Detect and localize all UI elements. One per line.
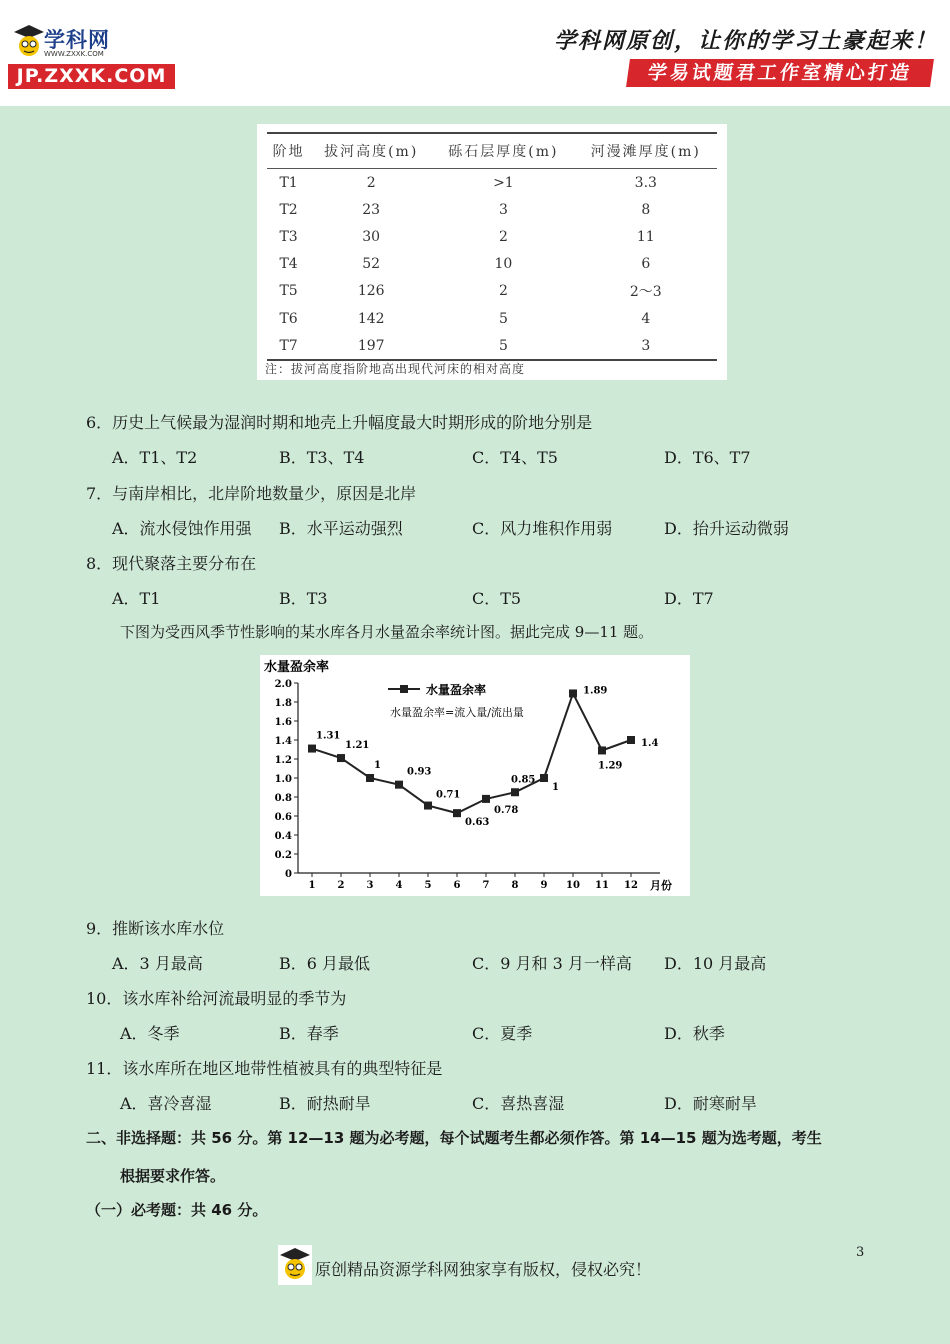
question-11: 11．该水库所在地区地带性植被具有的典型特征是 [86, 1059, 443, 1078]
table-cell: 126 [357, 283, 385, 300]
data-label: 0.78 [494, 804, 519, 816]
option-c[interactable]: C．9 月和 3 月一样高 [472, 954, 632, 973]
table-row [267, 223, 717, 250]
table-cell: 142 [357, 310, 385, 327]
x-tick-label: 4 [395, 880, 403, 891]
logo-text: 学科网 [44, 28, 110, 52]
data-point [511, 788, 519, 796]
question-7: 7．与南岸相比，北岸阶地数量少，原因是北岸 [86, 484, 417, 503]
x-tick-label: 6 [453, 880, 461, 891]
option-a[interactable]: A．T1、T2 [112, 448, 198, 467]
table-cell: 3 [575, 332, 717, 360]
data-label: 1.89 [583, 685, 608, 697]
footer-copyright: 原创精品资源学科网独家享有版权，侵权必究！ [315, 1260, 652, 1279]
y-tick-label: 0.6 [274, 812, 292, 823]
y-axis-label: 水量盈余率 [264, 660, 330, 675]
question-8: 8．现代聚落主要分布在 [86, 554, 257, 573]
data-label: 0.71 [436, 789, 461, 801]
option-b[interactable]: B．水平运动强烈 [279, 519, 403, 538]
x-tick-label: 12 [624, 880, 638, 891]
section-2-subheading: （一）必考题：共 46 分。 [86, 1201, 268, 1219]
y-tick-label: 1.6 [274, 717, 292, 728]
table-cell: 2 [498, 228, 508, 245]
mascot-icon [12, 22, 46, 62]
table-note: 注：拔河高度指阶地高出现代河床的相对高度 [265, 362, 526, 376]
header-slogan: 学科网原创，让你的学习土豪起来！ [553, 28, 938, 54]
y-tick-label: 0 [285, 869, 292, 880]
table-row [267, 305, 717, 332]
data-label: 0.93 [407, 766, 432, 778]
data-label: 1 [552, 782, 559, 793]
option-a[interactable]: A．喜冷喜湿 [120, 1094, 212, 1113]
option-a[interactable]: A．冬季 [120, 1024, 180, 1043]
option-d[interactable]: D．耐寒耐旱 [664, 1094, 757, 1113]
logo-url[interactable]: JP.ZXXK.COM [8, 64, 175, 89]
option-c[interactable]: C．喜热喜湿 [472, 1094, 565, 1113]
table-cell: 30 [362, 228, 381, 245]
data-point [424, 802, 432, 810]
y-tick-label: 0.4 [274, 831, 292, 842]
data-point [598, 746, 606, 754]
table-header-cell: 砾石层厚度(m) [432, 133, 574, 169]
table-cell: 3 [498, 201, 508, 218]
data-point [569, 689, 577, 697]
y-tick-label: 1.2 [274, 755, 292, 766]
x-tick-label: 7 [482, 880, 490, 891]
data-point [308, 745, 316, 753]
table-header-cell: 阶地 [267, 133, 310, 169]
option-d[interactable]: D．T7 [664, 589, 714, 608]
mascot-icon [278, 1245, 312, 1285]
table-header-row [267, 133, 717, 169]
x-tick-label: 11 [595, 880, 609, 891]
legend-label: 水量盈余率 [426, 683, 487, 697]
terrace-table-figure [257, 124, 727, 380]
table-cell: 2～3 [629, 284, 662, 301]
option-b[interactable]: B．耐热耐旱 [279, 1094, 371, 1113]
question-10: 10．该水库补给河流最明显的季节为 [86, 989, 347, 1008]
data-point [453, 809, 461, 817]
table-cell: >1 [493, 174, 514, 191]
data-point [540, 774, 548, 782]
table-cell: T7 [267, 332, 310, 360]
x-tick-label: 9 [540, 880, 548, 891]
table-cell: 2 [366, 174, 376, 191]
y-tick-label: 1.8 [274, 698, 292, 709]
option-c[interactable]: C．T5 [472, 589, 522, 608]
water-surplus-chart [260, 655, 690, 896]
table-cell: 6 [641, 256, 651, 273]
data-point [337, 754, 345, 762]
table-cell: 10 [494, 256, 513, 273]
option-d[interactable]: D．秋季 [664, 1024, 725, 1043]
table-header-cell: 河漫滩厚度(m) [575, 133, 717, 169]
table-cell: T6 [279, 310, 298, 327]
x-tick-label: 2 [337, 880, 345, 891]
x-tick-label: 5 [424, 880, 432, 891]
x-axis-label: 月份 [650, 879, 672, 892]
data-label: 0.85 [511, 774, 536, 786]
table-cell: 2 [498, 283, 508, 300]
x-tick-label: 1 [308, 880, 316, 891]
data-point [395, 781, 403, 789]
data-point [482, 795, 490, 803]
y-tick-label: 1.0 [274, 774, 292, 785]
table-row [267, 169, 717, 197]
x-tick-label: 10 [566, 880, 580, 891]
option-c[interactable]: C．风力堆积作用弱 [472, 519, 613, 538]
table-row [267, 196, 717, 223]
question-6: 6．历史上气候最为湿润时期和地壳上升幅度最大时期形成的阶地分别是 [86, 413, 593, 432]
section-2-heading: 二、非选择题：共 56 分。第 12—13 题为必考题，每个试题考生都必须作答。第 14—15 题为选考题，考生 [86, 1129, 822, 1147]
studio-banner: 学易试题君工作室精心打造 [626, 59, 934, 87]
table-row [267, 251, 717, 278]
table-cell: 52 [362, 256, 381, 273]
table-cell: T2 [279, 201, 298, 218]
option-a[interactable]: A．流水侵蚀作用强 [112, 519, 252, 538]
table-cell: 11 [636, 228, 655, 245]
option-a[interactable]: A．T1 [112, 589, 161, 608]
terrace-table [267, 132, 717, 361]
option-a[interactable]: A．3 月最高 [112, 954, 203, 973]
logo-website: WWW.ZXXK.COM [44, 50, 104, 58]
data-label: 1 [374, 760, 381, 771]
option-b[interactable]: B．T3、T4 [279, 448, 365, 467]
page-header [0, 0, 950, 106]
legend-marker [400, 685, 408, 693]
option-c[interactable]: C．T4、T5 [472, 448, 558, 467]
data-label: 0.63 [465, 817, 490, 829]
data-label: 1.4 [641, 738, 659, 749]
y-tick-label: 1.4 [274, 736, 292, 747]
table-cell: 5 [432, 332, 574, 360]
option-b[interactable]: B．6 月最低 [279, 954, 371, 973]
table-cell: 4 [641, 310, 651, 327]
table-cell: 8 [641, 201, 651, 218]
y-tick-label: 0.2 [274, 850, 292, 861]
chart-svg [260, 655, 690, 896]
data-label: 1.21 [345, 740, 370, 752]
question-9: 9．推断该水库水位 [86, 919, 225, 938]
x-tick-label: 8 [511, 880, 519, 891]
chart-formula: 水量盈余率=流入量/流出量 [390, 706, 524, 719]
page-number: 3 [856, 1245, 865, 1260]
chart-intro: 下图为受西风季节性影响的某水库各月水量盈余率统计图。据此完成 9—11 题。 [120, 623, 654, 641]
table-cell: 3.3 [634, 174, 657, 191]
option-d[interactable]: D．抬升运动微弱 [664, 519, 789, 538]
table-header-cell: 拔河高度(m) [310, 133, 432, 169]
y-tick-label: 2.0 [274, 679, 292, 690]
data-label: 1.31 [316, 730, 341, 742]
data-point [366, 774, 374, 782]
data-label: 1.29 [598, 760, 623, 772]
x-tick-label: 3 [366, 880, 374, 891]
option-c[interactable]: C．夏季 [472, 1024, 533, 1043]
option-b[interactable]: B．T3 [279, 589, 328, 608]
option-b[interactable]: B．春季 [279, 1024, 339, 1043]
table-cell: 23 [362, 201, 381, 218]
table-cell: T3 [279, 228, 298, 245]
table-cell: T1 [279, 174, 298, 191]
table-cell: 5 [498, 310, 508, 327]
data-point [627, 736, 635, 744]
option-d[interactable]: D．T6、T7 [664, 448, 751, 467]
table-cell: T5 [279, 283, 298, 300]
section-2-heading-cont: 根据要求作答。 [120, 1167, 226, 1185]
option-d[interactable]: D．10 月最高 [664, 954, 767, 973]
table-row [267, 332, 717, 360]
table-row [267, 278, 717, 305]
table-cell: 197 [310, 332, 432, 360]
table-cell: T4 [279, 256, 298, 273]
y-tick-label: 0.8 [274, 793, 292, 804]
